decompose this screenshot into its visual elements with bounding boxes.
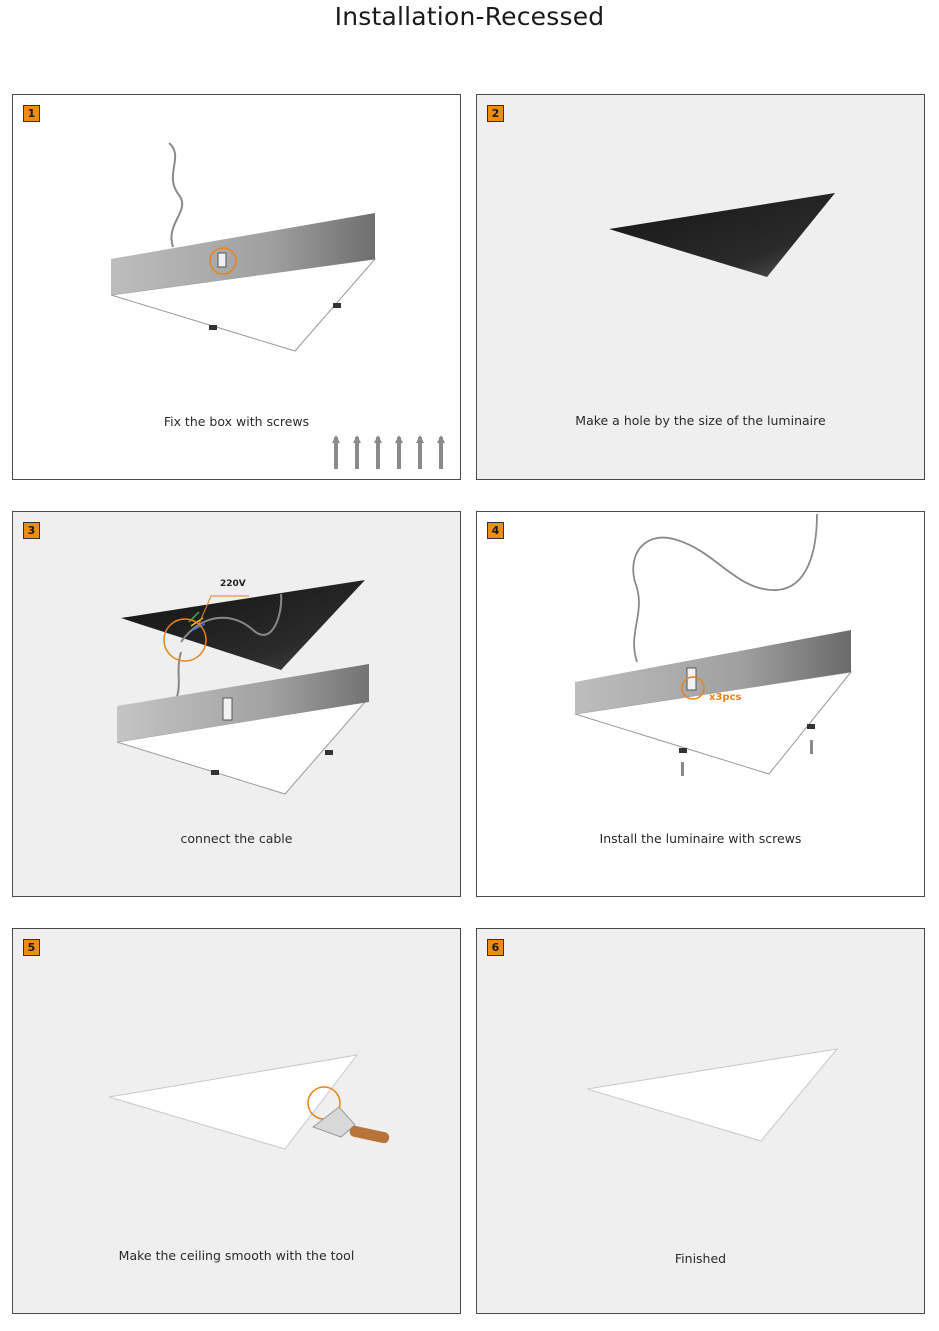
step-1-number: 1 bbox=[23, 105, 40, 122]
putty-knife-icon bbox=[313, 1107, 390, 1144]
step-3-number: 3 bbox=[23, 522, 40, 539]
step-5-number: 5 bbox=[23, 939, 40, 956]
step-3-panel bbox=[12, 511, 461, 897]
step-2-number: 2 bbox=[487, 105, 504, 122]
step-5-caption: Make the ceiling smooth with the tool bbox=[118, 1248, 355, 1263]
step-2-caption: Make a hole by the size of the luminaire bbox=[575, 413, 826, 428]
step-2-panel bbox=[476, 94, 925, 480]
step-4-number: 4 bbox=[487, 522, 504, 539]
step-1-caption: Fix the box with screws bbox=[163, 414, 310, 429]
step-6-panel bbox=[476, 928, 925, 1314]
step-4-caption: Install the luminaire with screws bbox=[599, 831, 802, 846]
screws-icon bbox=[332, 435, 445, 469]
quantity-label: x3pcs bbox=[709, 692, 742, 703]
step-1-panel bbox=[12, 94, 461, 480]
step-6-caption: Finished bbox=[674, 1251, 727, 1266]
page-title: Installation-Recessed bbox=[334, 2, 605, 31]
step-5-panel bbox=[12, 928, 461, 1314]
step-6-number: 6 bbox=[487, 939, 504, 956]
step-4-panel bbox=[476, 511, 925, 897]
voltage-label: 220V bbox=[220, 579, 246, 589]
step-3-caption: connect the cable bbox=[180, 831, 293, 846]
